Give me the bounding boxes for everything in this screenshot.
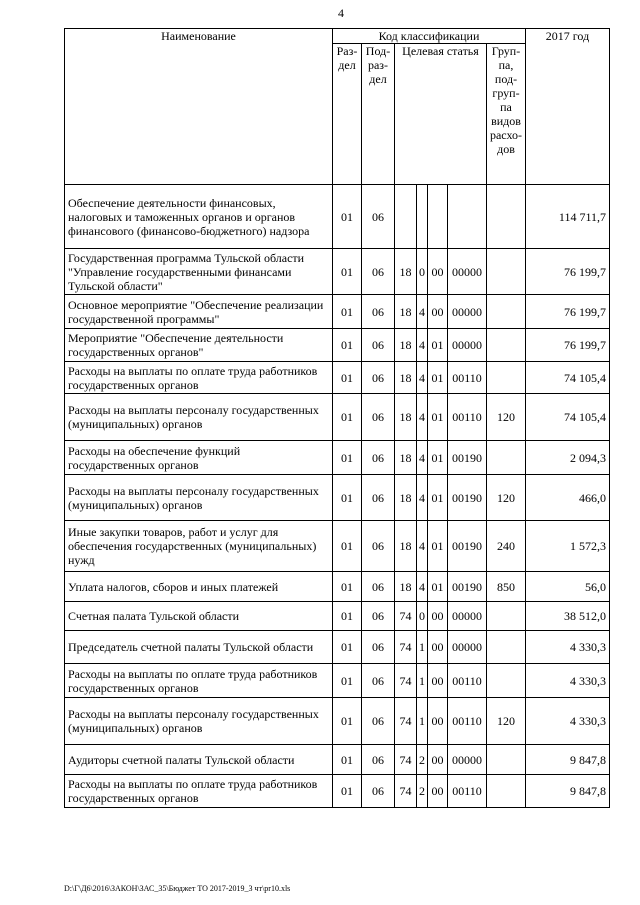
row-article-event: 00: [428, 249, 448, 295]
row-article-program: 18: [395, 521, 417, 572]
row-article-event: 01: [428, 329, 448, 362]
row-podrazdel: 06: [362, 572, 395, 602]
header-podrazdel: Под- раз- дел: [362, 44, 395, 185]
row-article-program: 74: [395, 775, 417, 808]
row-name: Расходы на обеспечение функций государственных органов: [65, 441, 333, 475]
row-amount: 38 512,0: [526, 602, 610, 631]
budget-table: [64, 28, 610, 808]
row-razdel: 01: [333, 698, 362, 745]
row-podrazdel: 06: [362, 362, 395, 394]
row-article-event: 00: [428, 664, 448, 698]
row-article-direction: 00110: [448, 664, 487, 698]
row-podrazdel: 06: [362, 475, 395, 521]
row-amount: 74 105,4: [526, 394, 610, 441]
table-row: [65, 631, 610, 664]
row-podrazdel: 06: [362, 521, 395, 572]
row-article-event: 00: [428, 698, 448, 745]
row-article-subprogram: 1: [417, 698, 428, 745]
header-classification: Код классификации: [333, 29, 526, 44]
table-row: [65, 362, 610, 394]
row-name: Основное мероприятие "Обеспечение реализации государственной программы": [65, 295, 333, 329]
row-razdel: 01: [333, 745, 362, 775]
row-article-subprogram: 2: [417, 745, 428, 775]
row-amount: 9 847,8: [526, 775, 610, 808]
row-amount: 9 847,8: [526, 745, 610, 775]
row-article-direction: 00110: [448, 698, 487, 745]
row-razdel: 01: [333, 329, 362, 362]
table-row: [65, 572, 610, 602]
row-name: Расходы на выплаты по оплате труда работников государственных органов: [65, 362, 333, 394]
table-row: [65, 441, 610, 475]
row-article-event: [428, 185, 448, 249]
row-amount: 1 572,3: [526, 521, 610, 572]
row-name: Расходы на выплаты персоналу государственных (муниципальных) органов: [65, 394, 333, 441]
row-razdel: 01: [333, 394, 362, 441]
row-article-event: 00: [428, 602, 448, 631]
row-article-event: 01: [428, 572, 448, 602]
row-article-direction: 00110: [448, 775, 487, 808]
row-amount: 76 199,7: [526, 329, 610, 362]
file-path-footer: D:\Г\Д6\2016\ЗАКОН\ЗАС_35\Бюджет ТО 2017-2019_3 чт\pr10.xls: [64, 884, 291, 893]
row-article-event: 01: [428, 394, 448, 441]
row-podrazdel: 06: [362, 329, 395, 362]
row-expense-type: 120: [487, 394, 526, 441]
row-article-program: 18: [395, 329, 417, 362]
row-name: Государственная программа Тульской области "Управление государственными финансами Тульской области": [65, 249, 333, 295]
table-row: [65, 249, 610, 295]
row-name: Расходы на выплаты персоналу государственных (муниципальных) органов: [65, 698, 333, 745]
row-expense-type: [487, 362, 526, 394]
row-article-program: 74: [395, 664, 417, 698]
row-article-subprogram: 1: [417, 631, 428, 664]
row-razdel: 01: [333, 441, 362, 475]
row-article-subprogram: 0: [417, 602, 428, 631]
row-razdel: 01: [333, 775, 362, 808]
row-article-event: 01: [428, 362, 448, 394]
row-name: Уплата налогов, сборов и иных платежей: [65, 572, 333, 602]
page-number: 4: [338, 6, 344, 20]
row-article-subprogram: 4: [417, 295, 428, 329]
row-article-program: 18: [395, 394, 417, 441]
row-razdel: 01: [333, 602, 362, 631]
header-article: Целевая статья: [395, 44, 487, 185]
row-article-subprogram: 2: [417, 775, 428, 808]
row-amount: 4 330,3: [526, 664, 610, 698]
row-article-subprogram: 0: [417, 249, 428, 295]
row-razdel: 01: [333, 475, 362, 521]
row-name: Председатель счетной палаты Тульской области: [65, 631, 333, 664]
row-article-program: 18: [395, 475, 417, 521]
row-expense-type: [487, 249, 526, 295]
row-article-direction: 00110: [448, 394, 487, 441]
row-article-direction: 00190: [448, 441, 487, 475]
row-article-event: 00: [428, 745, 448, 775]
row-article-event: 00: [428, 775, 448, 808]
row-article-program: 74: [395, 602, 417, 631]
row-expense-type: [487, 631, 526, 664]
row-podrazdel: 06: [362, 698, 395, 745]
row-podrazdel: 06: [362, 185, 395, 249]
row-podrazdel: 06: [362, 664, 395, 698]
row-article-program: 74: [395, 745, 417, 775]
row-article-subprogram: 4: [417, 475, 428, 521]
row-razdel: 01: [333, 295, 362, 329]
row-article-program: [395, 185, 417, 249]
row-article-subprogram: 4: [417, 394, 428, 441]
table-row: [65, 185, 610, 249]
row-article-direction: 00000: [448, 602, 487, 631]
row-name: Мероприятие "Обеспечение деятельности государственных органов": [65, 329, 333, 362]
row-article-program: 18: [395, 249, 417, 295]
row-article-event: 00: [428, 631, 448, 664]
row-expense-type: [487, 664, 526, 698]
row-expense-type: [487, 775, 526, 808]
row-article-subprogram: 4: [417, 329, 428, 362]
row-expense-type: [487, 602, 526, 631]
row-article-direction: 00000: [448, 329, 487, 362]
row-name: Иные закупки товаров, работ и услуг для обеспечения государственных (муниципальных) нужд: [65, 521, 333, 572]
row-article-program: 18: [395, 441, 417, 475]
row-article-program: 74: [395, 698, 417, 745]
header-name: Наименование: [65, 29, 333, 185]
row-article-event: 00: [428, 295, 448, 329]
row-podrazdel: 06: [362, 295, 395, 329]
row-article-event: 01: [428, 441, 448, 475]
row-amount: 56,0: [526, 572, 610, 602]
row-name: Расходы на выплаты персоналу государственных (муниципальных) органов: [65, 475, 333, 521]
row-article-subprogram: 4: [417, 572, 428, 602]
table-row: [65, 475, 610, 521]
row-podrazdel: 06: [362, 441, 395, 475]
row-article-program: 18: [395, 572, 417, 602]
row-expense-type: [487, 745, 526, 775]
row-razdel: 01: [333, 521, 362, 572]
row-amount: 4 330,3: [526, 698, 610, 745]
row-name: Счетная палата Тульской области: [65, 602, 333, 631]
row-expense-type: [487, 329, 526, 362]
table-body: [65, 185, 610, 808]
row-article-program: 18: [395, 295, 417, 329]
row-expense-type: 120: [487, 475, 526, 521]
table-row: [65, 775, 610, 808]
row-razdel: 01: [333, 249, 362, 295]
row-article-direction: 00000: [448, 745, 487, 775]
row-podrazdel: 06: [362, 394, 395, 441]
row-name: Расходы на выплаты по оплате труда работников государственных органов: [65, 775, 333, 808]
header-group: Груп- па, под- груп- па видов расхо- дов: [487, 44, 526, 185]
row-amount: 76 199,7: [526, 249, 610, 295]
row-article-event: 01: [428, 475, 448, 521]
row-article-program: 74: [395, 631, 417, 664]
table-row: [65, 602, 610, 631]
row-razdel: 01: [333, 185, 362, 249]
table-row: [65, 329, 610, 362]
row-razdel: 01: [333, 631, 362, 664]
row-article-direction: 00000: [448, 295, 487, 329]
row-podrazdel: 06: [362, 602, 395, 631]
row-article-direction: 00000: [448, 631, 487, 664]
row-podrazdel: 06: [362, 745, 395, 775]
table-row: [65, 521, 610, 572]
table-row: [65, 394, 610, 441]
row-article-direction: [448, 185, 487, 249]
row-expense-type: [487, 295, 526, 329]
row-article-subprogram: 4: [417, 362, 428, 394]
row-article-direction: 00190: [448, 475, 487, 521]
row-article-subprogram: [417, 185, 428, 249]
header-razdel: Раз- дел: [333, 44, 362, 185]
row-amount: 466,0: [526, 475, 610, 521]
row-article-direction: 00190: [448, 572, 487, 602]
row-article-subprogram: 4: [417, 441, 428, 475]
row-amount: 76 199,7: [526, 295, 610, 329]
row-amount: 2 094,3: [526, 441, 610, 475]
row-expense-type: [487, 441, 526, 475]
row-name: Обеспечение деятельности финансовых, налоговых и таможенных органов и органов финансового (финансово-бюджетного) надзора: [65, 185, 333, 249]
row-name: Аудиторы счетной палаты Тульской области: [65, 745, 333, 775]
row-podrazdel: 06: [362, 775, 395, 808]
table-row: [65, 295, 610, 329]
row-amount: 114 711,7: [526, 185, 610, 249]
row-name: Расходы на выплаты по оплате труда работников государственных органов: [65, 664, 333, 698]
row-expense-type: [487, 185, 526, 249]
row-article-direction: 00000: [448, 249, 487, 295]
row-podrazdel: 06: [362, 631, 395, 664]
row-article-program: 18: [395, 362, 417, 394]
table-row: [65, 664, 610, 698]
row-amount: 74 105,4: [526, 362, 610, 394]
row-article-direction: 00190: [448, 521, 487, 572]
header-year: 2017 год: [526, 29, 610, 185]
row-expense-type: 120: [487, 698, 526, 745]
row-podrazdel: 06: [362, 249, 395, 295]
row-expense-type: 240: [487, 521, 526, 572]
row-razdel: 01: [333, 572, 362, 602]
row-razdel: 01: [333, 362, 362, 394]
row-article-event: 01: [428, 521, 448, 572]
table-row: [65, 698, 610, 745]
row-expense-type: 850: [487, 572, 526, 602]
row-article-direction: 00110: [448, 362, 487, 394]
row-article-subprogram: 4: [417, 521, 428, 572]
row-amount: 4 330,3: [526, 631, 610, 664]
table-row: [65, 745, 610, 775]
row-article-subprogram: 1: [417, 664, 428, 698]
row-razdel: 01: [333, 664, 362, 698]
